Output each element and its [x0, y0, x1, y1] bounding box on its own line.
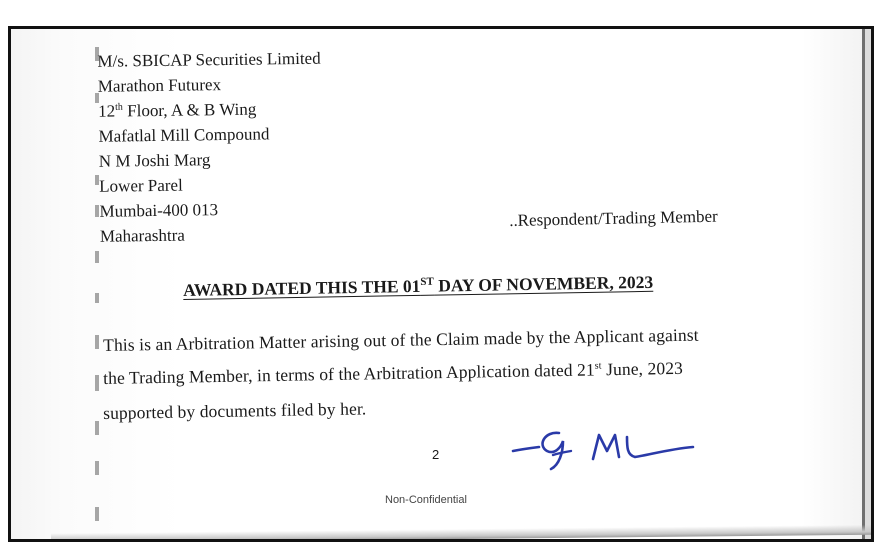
paragraph-line-2: the Trading Member, in terms of the Arbitration Application dated 21st June, 2023: [103, 357, 684, 388]
address-line-state: Maharashtra: [99, 225, 185, 246]
document-page: [11, 29, 871, 539]
address-line-building: Marathon Futurex: [97, 75, 222, 96]
address-line-area: Lower Parel: [99, 175, 183, 196]
document-frame: [8, 26, 874, 542]
paragraph-line-3: supported by documents filed by her.: [103, 398, 367, 423]
address-line-floor: 12th Floor, A & B Wing: [98, 99, 257, 121]
address-line-company: M/s. SBICAP Securities Limited: [97, 48, 321, 71]
address-line-compound: Mafatlal Mill Compound: [98, 124, 270, 146]
paragraph-line-1: This is an Arbitration Matter arising out of the Claim made by the Applicant against: [103, 324, 699, 355]
page-number: 2: [432, 447, 440, 462]
award-title: AWARD DATED THIS THE 01ST DAY OF NOVEMBER, 2023: [183, 271, 654, 300]
footer-label: Non-Confidential: [385, 494, 467, 506]
respondent-label: ..Respondent/Trading Member: [509, 206, 718, 230]
address-line-street: N M Joshi Marg: [98, 150, 211, 171]
address-line-city: Mumbai-400 013: [99, 200, 219, 221]
signature-mark: [509, 425, 699, 475]
